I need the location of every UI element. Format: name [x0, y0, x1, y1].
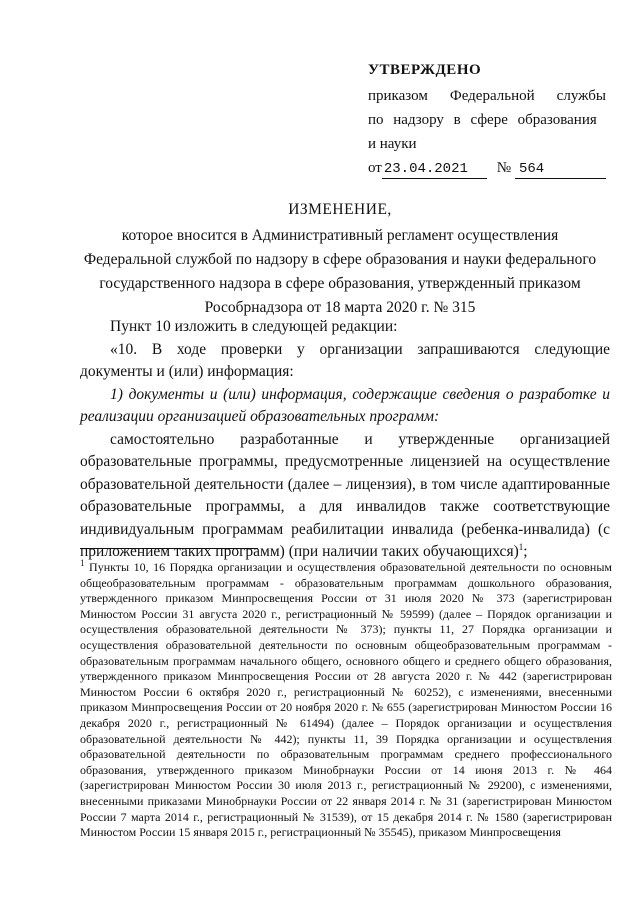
footnote-text-block [80, 560, 612, 841]
title-heading: ИЗМЕНЕНИЕ, [288, 201, 392, 218]
paragraph-1: Пункт 10 изложить в следующей редакции: [110, 318, 398, 335]
title-subtitle-3: государственного надзора в сфере образования, утвержденный приказом [99, 275, 581, 292]
approval-line-2: по надзору в сфере образования [368, 112, 597, 128]
order-number: 564 [515, 160, 606, 179]
title-subtitle-2: Федеральной службой по надзору в сфере образования и науки федерального [83, 251, 597, 268]
approval-word-federal: Федеральной [449, 88, 535, 104]
approval-heading: УТВЕРЖДЕНО [368, 62, 482, 78]
date-prefix: от [368, 160, 382, 176]
title-subtitle-1: которое вносится в Административный регламент осуществления [121, 227, 559, 244]
paragraph-3: 1) документы и (или) информация, содержащие сведения о разработке и реализации организацией образовательных программ: [80, 385, 610, 425]
approval-word-service: службы [556, 88, 606, 104]
paragraph-4 [80, 429, 610, 564]
footnote-divider [80, 548, 258, 549]
paragraph-4-end: ; [523, 543, 528, 560]
document-body [80, 316, 610, 564]
approval-stamp [368, 58, 606, 180]
footnote-marker: 1 [80, 558, 85, 568]
footnote-text: Пункты 10, 16 Порядка организации и осуществления образовательной деятельности по основным общеобразовательным программам - образовательным программам дошкольного образования, утвержденного приказом Минпросвещения России от 31 июля 2020 № 373 (зарегистрирован Минюстом России 31 августа 2020 г., регистрационный № 59599) (далее – Порядок организации и осуществления образовательной деятельности № 373); пункты 11, 27 Порядка организации и осуществления образовательной деятельности по основным общеобразовательным программам - образовательным программам начального общего, основного общего и среднего общего образования, утвержденного приказом Минпросвещения России от 28 августа 2020 г. № 442 (зарегистрирован Минюстом России 6 октября 2020 г., регистрационный № 60252), с изменениями, внесенными приказом Минпросвещения России от 20 ноября 2020 г. № 655 (зарегистрирован Минюстом России 16 декабря 2020 г., регистрационный № 61494) (далее – Порядок организации и осуществления образовательной деятельности № 442); пункты 11, 39 Порядка организации и осуществления образовательной деятельности по образовательным программам среднего профессионального образования, утвержденного приказом Минобрнауки России от 14 июня 2013 г. № 464 (зарегистрирован Минюстом России 30 июля 2013 г., регистрационный № 29200), с изменениями, внесенными приказами Минобрнауки России от 22 января 2014 г. № 31 (зарегистрирован Минюстом России 7 марта 2014 г., регистрационный № 31539), от 15 декабря 2014 г. № 1580 (зарегистрирован Минюстом России 15 января 2015 г., регистрационный № 35545), приказом Минпросвещения [80, 560, 612, 840]
paragraph-2: «10. В ходе проверки у организации запрашиваются следующие документы и (или) информация: [80, 340, 610, 380]
approval-line-3: и науки [368, 136, 417, 152]
paragraph-4-text: самостоятельно разработанные и утвержденные организацией образовательные программы, предусмотренные лицензией на осуществление образовательной деятельности (далее – лицензия), в том числе адаптированные образовательные программы, а для инвалидов также соответствующие индивидуальным программам реабилитации инвалида (ребенка-инвалида) (с приложением таких программ) (при наличии таких обучающихся) [80, 430, 610, 560]
approval-word-order: приказом [368, 88, 428, 104]
order-date: 23.04.2021 [382, 160, 487, 179]
footnote-reference[interactable]: 1 [518, 541, 524, 552]
number-label: № [496, 160, 511, 176]
approval-line-1 [368, 84, 606, 108]
footnote [80, 560, 612, 841]
document-title [80, 198, 600, 320]
title-subtitle-4: Рособрнадзора от 18 марта 2020 г. № 315 [204, 299, 476, 316]
approval-date-line [368, 156, 606, 180]
